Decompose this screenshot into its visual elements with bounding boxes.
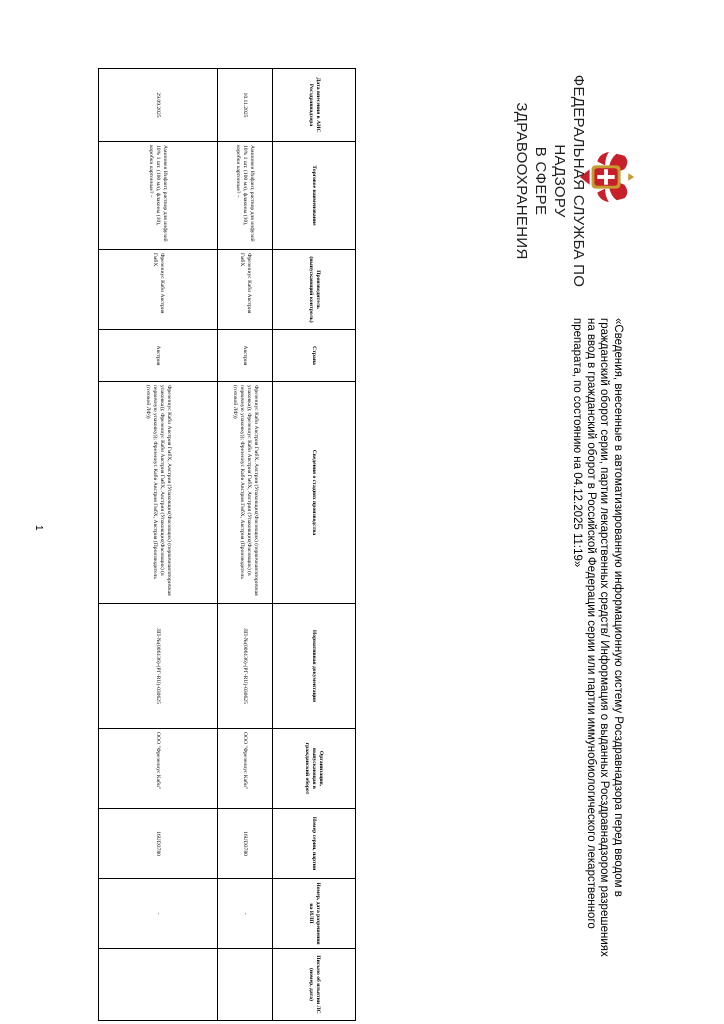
agency-line-1: ФЕДЕРАЛЬНАЯ СЛУЖБА ПО НАДЗОРУ xyxy=(551,74,587,288)
column-header: Сведения о стадиях производства xyxy=(273,382,356,604)
cell-manufacturer: Фрезениус Каби Австрия ГмбХ xyxy=(218,250,273,330)
cell-date: 29.09.2025 xyxy=(99,69,218,142)
cell-nd: ЛП-№(006136)-(РГ-RU)-030625 xyxy=(218,604,273,729)
cell-withdrawal xyxy=(218,949,273,1021)
column-header: Дата внесения в АИС Росздравнадзора xyxy=(273,69,356,142)
column-header: Страна xyxy=(273,330,356,382)
cell-country: Австрия xyxy=(218,330,273,382)
cell-ilp-permit: - xyxy=(99,879,218,949)
document-title: «Сведения, внесенные в автоматизированную информационную систему Росздравнадзора перед вводом в гражданский оборот серии, партии лекарственных средств/ Информация о выданных Росздравнадзором разрешениях на ввод в гражданский оборот в Российской Федерации серии или партии иммунобиологического лекарственного препарата, по состоянию на 04.12.2025 11:19» xyxy=(571,318,624,957)
table-row xyxy=(99,69,218,1021)
column-header: Номер, дата разрешения на ИЛП xyxy=(273,879,356,949)
table-row xyxy=(218,69,273,1021)
column-header: Торговое наименование xyxy=(273,142,356,250)
column-header: Организация, выпускающая в гражданский оборот xyxy=(273,729,356,809)
cell-stages: Фрезениус Каби Австрия ГмбХ, Австрия (Упаковщик(Фасовщик) (первичная/вторичная упаковка)); Фрезениус Каби Австрия ГмбХ, Австрия (Упаковщик(Фасовщик) (в первичную упаковку)); Фрезениус Каби Австрия ГмбХ, Австрия (Производитель (готовой ЛФ)) xyxy=(99,382,218,604)
cell-batch: 16UD3780 xyxy=(218,809,273,879)
cell-manufacturer: Фрезениус Каби Австрия ГмбХ xyxy=(99,250,218,330)
table-header-row xyxy=(273,69,356,1021)
cell-withdrawal xyxy=(99,949,218,1021)
cell-nd: ЛП-№(006136)-(РГ-RU)-030625 xyxy=(99,604,218,729)
cell-batch: 16UD3780 xyxy=(99,809,218,879)
cell-ilp-permit: - xyxy=(218,879,273,949)
cell-stages: Фрезениус Каби Австрия ГмбХ, Австрия (Упаковщик(Фасовщик) (первичная/вторичная упаковка)); Фрезениус Каби Австрия ГмбХ, Австрия (Упаковщик(Фасовщик) (в первичную упаковку)); Фрезениус Каби Австрия ГмбХ, Австрия (Производитель (готовой ЛФ)) xyxy=(218,382,273,604)
column-header: Нормативная документация xyxy=(273,604,356,729)
registry-table xyxy=(98,68,356,1021)
column-header: Номер серии, партии xyxy=(273,809,356,879)
column-header: Производитель (выпускающий контроль) xyxy=(273,250,356,330)
cell-date: 10.11.2025 xyxy=(218,69,273,142)
cell-country: Австрия xyxy=(99,330,218,382)
page-number: 1 xyxy=(33,525,44,531)
agency-name xyxy=(512,66,588,296)
agency-line-2: В СФЕРЕ ЗДРАВООХРАНЕНИЯ xyxy=(513,102,549,260)
cell-organization: ООО "Фрезениус Каби" xyxy=(218,729,273,809)
column-header: Письмо об изъятии ЛС (номер, дата) xyxy=(273,949,356,1021)
cell-organization: ООО "Фрезениус Каби" xyxy=(99,729,218,809)
cell-trade-name: Аминовен Инфант, раствор для инфузий 10% 1 шт. (100 мл), флаконы (10), коробки картонные? – xyxy=(218,142,273,250)
cell-trade-name: Аминовен Инфант, раствор для инфузий 10% 1 шт. (100 мл), флаконы (10), коробки картонные? – xyxy=(99,142,218,250)
